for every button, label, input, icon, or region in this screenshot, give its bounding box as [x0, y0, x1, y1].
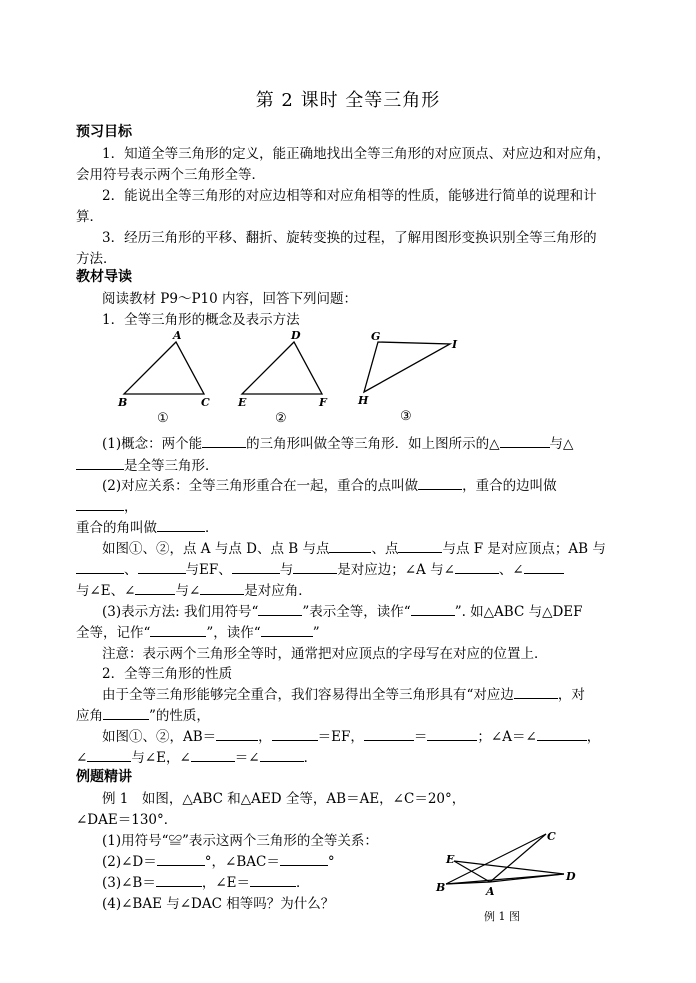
blank-corresponding-vertex[interactable] — [418, 477, 462, 490]
example-1-step-3: (3)∠B＝ ，∠E＝ ． — [102, 875, 310, 891]
goal-3-line-1: 3．经历三角形的平移、翻折、旋转变换的过程，了解用图形变换识别全等三角形的 — [102, 230, 597, 246]
figure-correspondence-line-3: 与∠E、∠ 与∠ 是对应角． — [76, 583, 312, 599]
blank-angle-b-value[interactable] — [156, 874, 202, 887]
section-example: 例题精讲 — [76, 769, 132, 785]
property-line: 由于全等三角形能够完全重合，我们容易得出全等三角形具有“对应边 ，对 — [102, 687, 585, 703]
blank-angle-d-value[interactable] — [157, 853, 205, 866]
label-h: H — [358, 394, 369, 407]
blank-congruence-symbol[interactable] — [258, 603, 302, 616]
triangle-ghi — [357, 330, 458, 424]
figure-number-2: ② — [275, 411, 287, 426]
example-1-step-4: (4)∠BAE 与∠DAC 相等吗？为什么？ — [102, 896, 335, 912]
figure-correspondence-line: 如图①、②，点 A 与点 D、点 B 与点 、点 与点 F 是对应顶点；AB 与 — [102, 541, 606, 557]
blank-angle-f[interactable] — [200, 582, 244, 595]
triangle-abc — [117, 329, 210, 426]
label-a: A — [173, 329, 182, 342]
blank-triangle-2[interactable] — [76, 457, 124, 470]
example-1-step-2: (2)∠D＝ °，∠BAC＝ ° — [102, 854, 335, 870]
section-preview-goals: 预习目标 — [76, 124, 132, 140]
goal-2-line-1: 2．能说出全等三角形的对应边相等和对应角相等的性质，能够进行简单的说理和计 — [102, 188, 597, 204]
blank-triangle-1[interactable] — [500, 435, 550, 448]
figure-number-3: ③ — [400, 409, 412, 424]
blank-corresponding-angle[interactable] — [157, 519, 205, 532]
blank-notation[interactable] — [150, 624, 206, 637]
blank-eq-df[interactable] — [427, 728, 477, 741]
blank-eq-angle-f[interactable] — [260, 749, 304, 762]
blank-side-bc[interactable] — [138, 561, 186, 574]
concept-line-2: 是全等三角形． — [76, 454, 219, 474]
label-d: D — [291, 329, 301, 342]
blank-corresponding-side[interactable] — [76, 498, 124, 511]
blank-eq-ac[interactable] — [364, 728, 414, 741]
blank-point-c[interactable] — [398, 540, 442, 553]
example-1-statement-2: ∠DAE＝130°． — [76, 812, 178, 828]
blank-eq-bc[interactable] — [272, 728, 318, 741]
figure-number-1: ① — [157, 411, 169, 426]
equality-line: 如图①、②，AB＝ ， ＝EF， ＝ ；∠A＝∠ ， — [102, 729, 601, 745]
correspondence-line-3: 重合的角叫做 ． — [76, 520, 219, 536]
equality-line-2: ∠ 与∠E，∠ ＝∠ ． — [76, 750, 318, 766]
blank-angle-d[interactable] — [455, 561, 499, 574]
goal-2-line-2: 算． — [76, 209, 103, 225]
question-1-heading: 1．全等三角形的概念及表示方法 — [102, 312, 300, 328]
example-1-figure-caption: 例 1 图 — [484, 910, 520, 923]
question-2-heading: 2．全等三角形的性质 — [102, 666, 233, 682]
note-line: 注意：表示两个三角形全等时，通常把对应顶点的字母写在对应的位置上． — [102, 646, 548, 662]
blank-side-de[interactable] — [76, 561, 124, 574]
blank-side-df[interactable] — [293, 561, 337, 574]
goal-1-line-2: 会用符号表示两个三角形全等． — [76, 167, 265, 183]
ex-label-c: C — [547, 830, 556, 843]
blank-angle-c[interactable] — [135, 582, 175, 595]
example-1-statement: 例 1 如图，△ABC 和△AED 全等，AB＝AE，∠C＝20°， — [102, 791, 466, 807]
label-i: I — [452, 338, 458, 351]
example-1-figure — [430, 826, 590, 906]
blank-eq-angle-c[interactable] — [191, 749, 235, 762]
label-g: G — [371, 330, 381, 343]
blank-eq-angle-d[interactable] — [537, 728, 587, 741]
ex-label-a: A — [486, 885, 495, 898]
blank-notation-reading[interactable] — [261, 624, 313, 637]
correspondence-line: (2)对应关系：全等三角形重合在一起，重合的点叫做 ，重合的边叫做 — [102, 478, 557, 494]
ex-label-e: E — [446, 853, 455, 866]
blank-eq-angle-b[interactable] — [87, 749, 131, 762]
blank-coincide[interactable] — [202, 435, 246, 448]
blank-angle-e-value[interactable] — [250, 874, 296, 887]
correspondence-line-2: ， — [76, 495, 138, 515]
goal-1-line-1: 1．知道全等三角形的定义，能正确地找出全等三角形的对应顶点、对应边和对应角， — [102, 146, 611, 162]
notation-line-2: 全等，记作“ ”，读作“ ” — [76, 625, 320, 641]
blank-point-e[interactable] — [329, 540, 371, 553]
figure-correspondence-line-2: 、 与EF、 与 是对应边；∠A 与∠ 、∠ — [76, 558, 564, 578]
property-line-2: 应角 ”的性质， — [76, 708, 210, 724]
blank-angle-b[interactable] — [524, 561, 564, 574]
label-e: E — [238, 396, 247, 409]
notation-line: (3)表示方法: 我们用符号“ ”表示全等，读作“ ”. 如△ABC 与△DEF — [102, 604, 583, 620]
ex-label-b: B — [436, 881, 446, 894]
page-title: 第 2 课时 全等三角形 — [255, 90, 441, 111]
example-1-step-1: (1)用符号“≌”表示这两个三角形的全等关系： — [102, 833, 378, 849]
triangle-def — [237, 329, 328, 426]
blank-side-ac[interactable] — [232, 561, 280, 574]
concept-line: (1)概念：两个能 的三角形叫做全等三角形．如上图所示的△ 与△ — [102, 436, 574, 452]
reading-instruction: 阅读教材 P9～P10 内容，回答下列问题： — [102, 291, 358, 307]
triangle-figures — [110, 328, 470, 428]
blank-sides-equal[interactable] — [514, 686, 558, 699]
goal-3-line-2: 方法． — [76, 251, 117, 267]
blank-eq-de[interactable] — [216, 728, 258, 741]
ex-label-d: D — [566, 870, 576, 883]
blank-angles-equal[interactable] — [103, 707, 149, 720]
label-b: B — [118, 396, 128, 409]
section-textbook-guide: 教材导读 — [76, 269, 132, 285]
label-f: F — [319, 396, 327, 409]
blank-symbol-reading[interactable] — [411, 603, 455, 616]
label-c: C — [201, 396, 210, 409]
blank-angle-bac-value[interactable] — [280, 853, 328, 866]
